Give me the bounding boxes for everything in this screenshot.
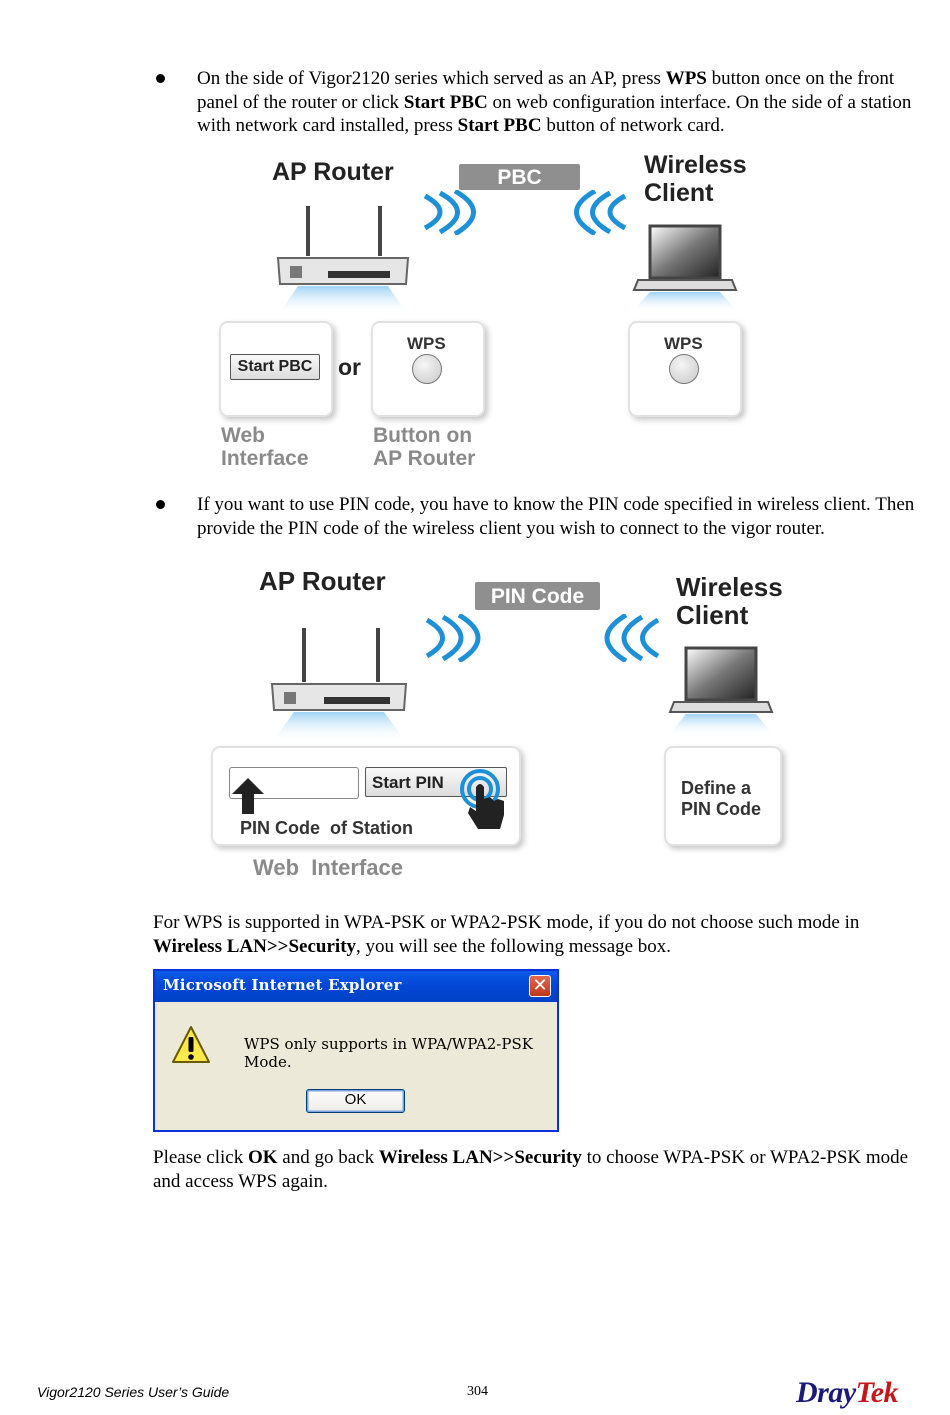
footer-guide-title: Vigor2120 Series User’s Guide	[37, 1384, 230, 1400]
dialog-title-bar[interactable]	[155, 971, 557, 1002]
router-icon	[264, 622, 414, 742]
diagram-wireless-label: Wireless	[644, 151, 747, 179]
wireless-wave-icon	[595, 614, 663, 662]
pin-code-pill: PIN Code	[475, 582, 600, 610]
client-wps-label: WPS	[664, 334, 703, 353]
ok-button[interactable]: OK	[306, 1089, 405, 1113]
define-pin-line1: Define a	[681, 778, 752, 798]
pbc-pill: PBC	[459, 164, 580, 190]
bullet-paragraph-wps-pbc: On the side of Vigor2120 series which served as an AP, press WPS button once on the front panel of the router or click Start PBC on web configuration interface. On the side of a station with network card installed, press Start PBC button of network card.	[197, 68, 912, 136]
wireless-wave-icon	[422, 614, 490, 662]
web-interface-caption-line2: Interface	[221, 447, 309, 470]
web-interface-caption-line1: Web	[221, 424, 265, 447]
wps-mode-paragraph: For WPS is supported in WPA-PSK or WPA2-PSK mode, if you do not choose such mode in Wireless LAN>>Security, you will see the following message box.	[153, 912, 860, 957]
diagram-ap-router-title: AP Router	[272, 158, 394, 186]
pin-code-of-station-label: PIN Code of Station	[240, 818, 413, 838]
diagram-client-label: Client	[644, 179, 714, 207]
arrow-up-icon	[232, 778, 264, 814]
warning-icon	[171, 1025, 211, 1065]
router-wps-label: WPS	[407, 334, 446, 353]
footer-page-number: 304	[467, 1384, 488, 1399]
draytek-logo: DrayTek	[796, 1376, 899, 1409]
button-caption-line1: Button on	[373, 424, 473, 447]
start-pin-button[interactable]: Start PIN	[365, 767, 507, 797]
define-pin-line2: PIN Code	[681, 799, 762, 819]
go-back-paragraph: Please click OK and go back Wireless LAN>>Security to choose WPA-PSK or WPA2-PSK mode and access WPS again.	[153, 1147, 909, 1192]
start-pbc-button[interactable]: Start PBC	[230, 354, 320, 380]
bullet-paragraph-pin-code: If you want to use PIN code, you have to know the PIN code specified in wireless client. Then provide the PIN code of the wireless client you wish to connect to the vigor router.	[197, 494, 915, 539]
ie-message-dialog	[153, 969, 559, 1132]
laptop-icon	[666, 644, 776, 736]
diagram-client-label: Client	[676, 600, 749, 630]
dialog-title: Microsoft Internet Explorer	[163, 976, 402, 994]
dialog-message: WPS only supports in WPA/WPA2-PSK Mode.	[244, 1035, 533, 1071]
or-label: or	[338, 354, 361, 380]
button-caption-line2: AP Router	[373, 447, 476, 470]
close-icon[interactable]: ✕	[529, 975, 551, 997]
hand-pointer-icon	[458, 767, 508, 833]
web-interface-caption: Web Interface	[253, 855, 403, 880]
diagram-wireless-label: Wireless	[676, 572, 783, 602]
diagram-ap-router-title: AP Router	[259, 566, 386, 596]
